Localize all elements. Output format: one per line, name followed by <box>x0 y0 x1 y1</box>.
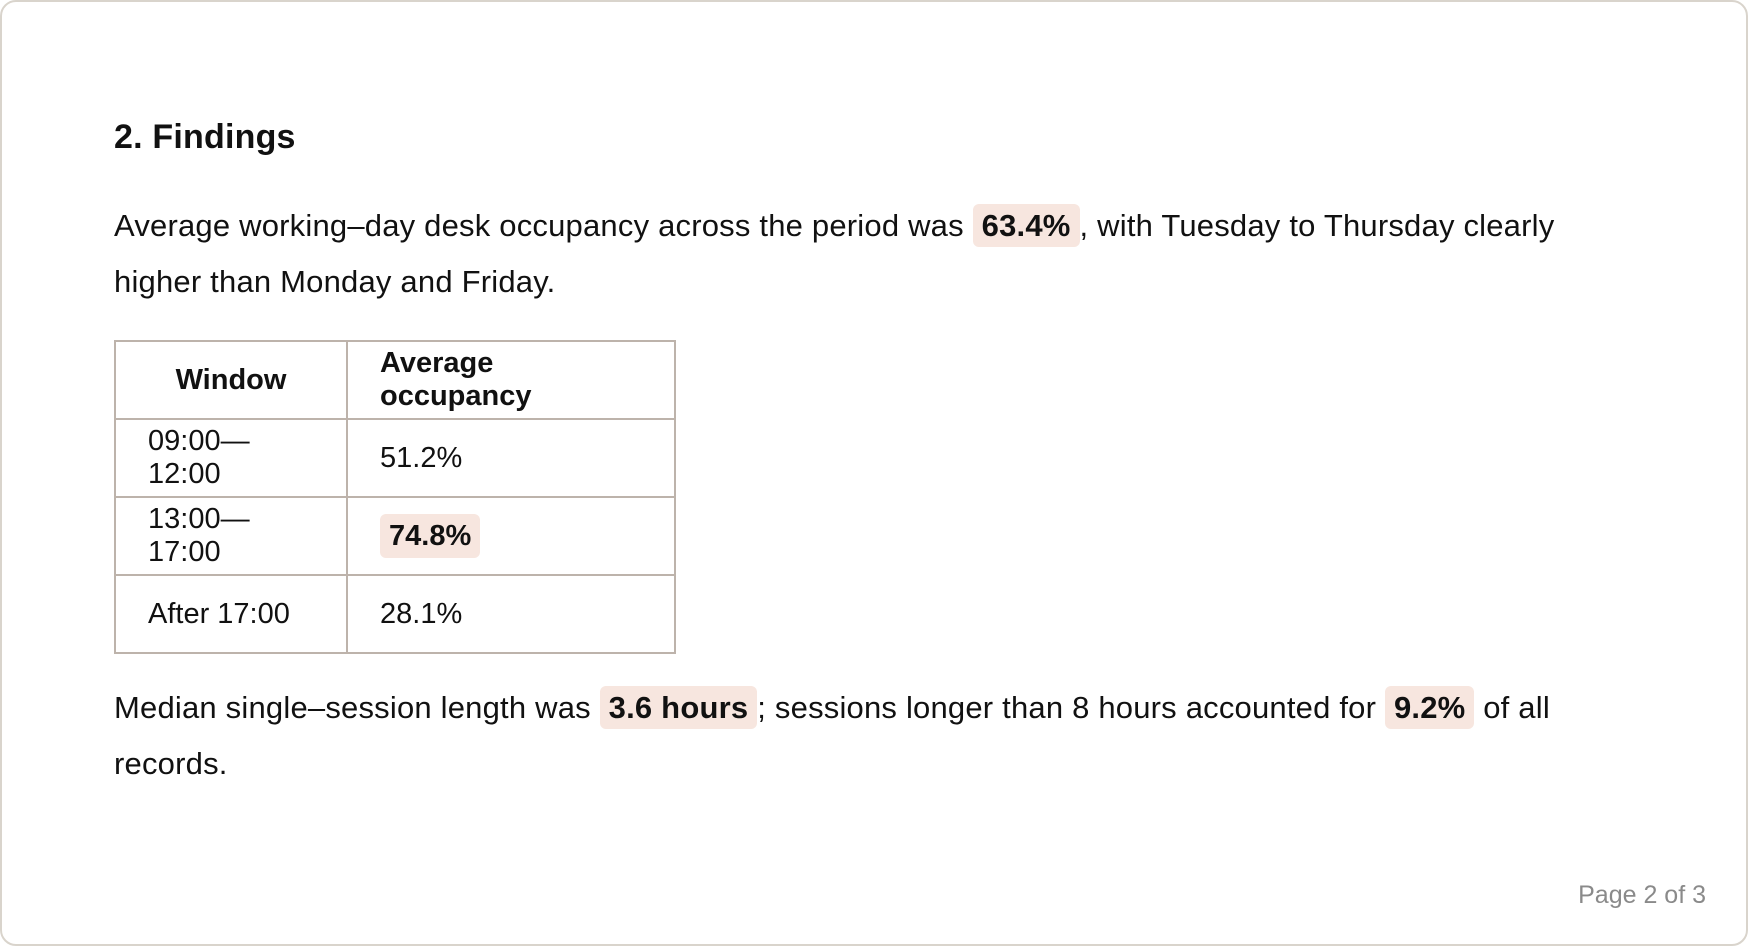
cell-occupancy <box>347 497 675 575</box>
cell-window: 09:00—12:00 <box>115 419 347 497</box>
cell-window: After 17:00 <box>115 575 347 653</box>
cell-occupancy <box>347 419 675 497</box>
page-number: Page 2 of 3 <box>1578 881 1706 909</box>
occupancy-table <box>114 340 676 654</box>
occupancy-value-highlight: 74.8% <box>380 514 480 558</box>
paragraph-1-text-after: , with Tuesday to Thursday clearly higher than Monday and Friday. <box>114 208 1555 299</box>
session-length-highlight: 3.6 hours <box>600 686 758 729</box>
cell-window: 13:00—17:00 <box>115 497 347 575</box>
occupancy-value: 51.2% <box>380 441 463 474</box>
header-average-occupancy: Average occupancy <box>347 341 675 419</box>
findings-paragraph-1 <box>114 198 1614 310</box>
cell-occupancy <box>347 575 675 653</box>
paragraph-2-text-after: of all records. <box>114 690 1550 781</box>
table-row <box>115 575 675 653</box>
table-row <box>115 497 675 575</box>
header-window: Window <box>115 341 347 419</box>
paragraph-1-text-before: Average working–day desk occupancy across the period was <box>114 208 973 243</box>
page-content <box>114 112 1614 792</box>
table-header-row <box>115 341 675 419</box>
findings-paragraph-2 <box>114 680 1614 792</box>
section-heading: 2. Findings <box>114 118 296 156</box>
paragraph-2-text-middle: ; sessions longer than 8 hours accounted for <box>757 690 1385 725</box>
table-row <box>115 419 675 497</box>
long-session-share-highlight: 9.2% <box>1385 686 1474 729</box>
occupancy-value: 28.1% <box>380 597 463 630</box>
occupancy-highlight: 63.4% <box>973 204 1080 247</box>
paragraph-2-text-before: Median single–session length was <box>114 690 600 725</box>
